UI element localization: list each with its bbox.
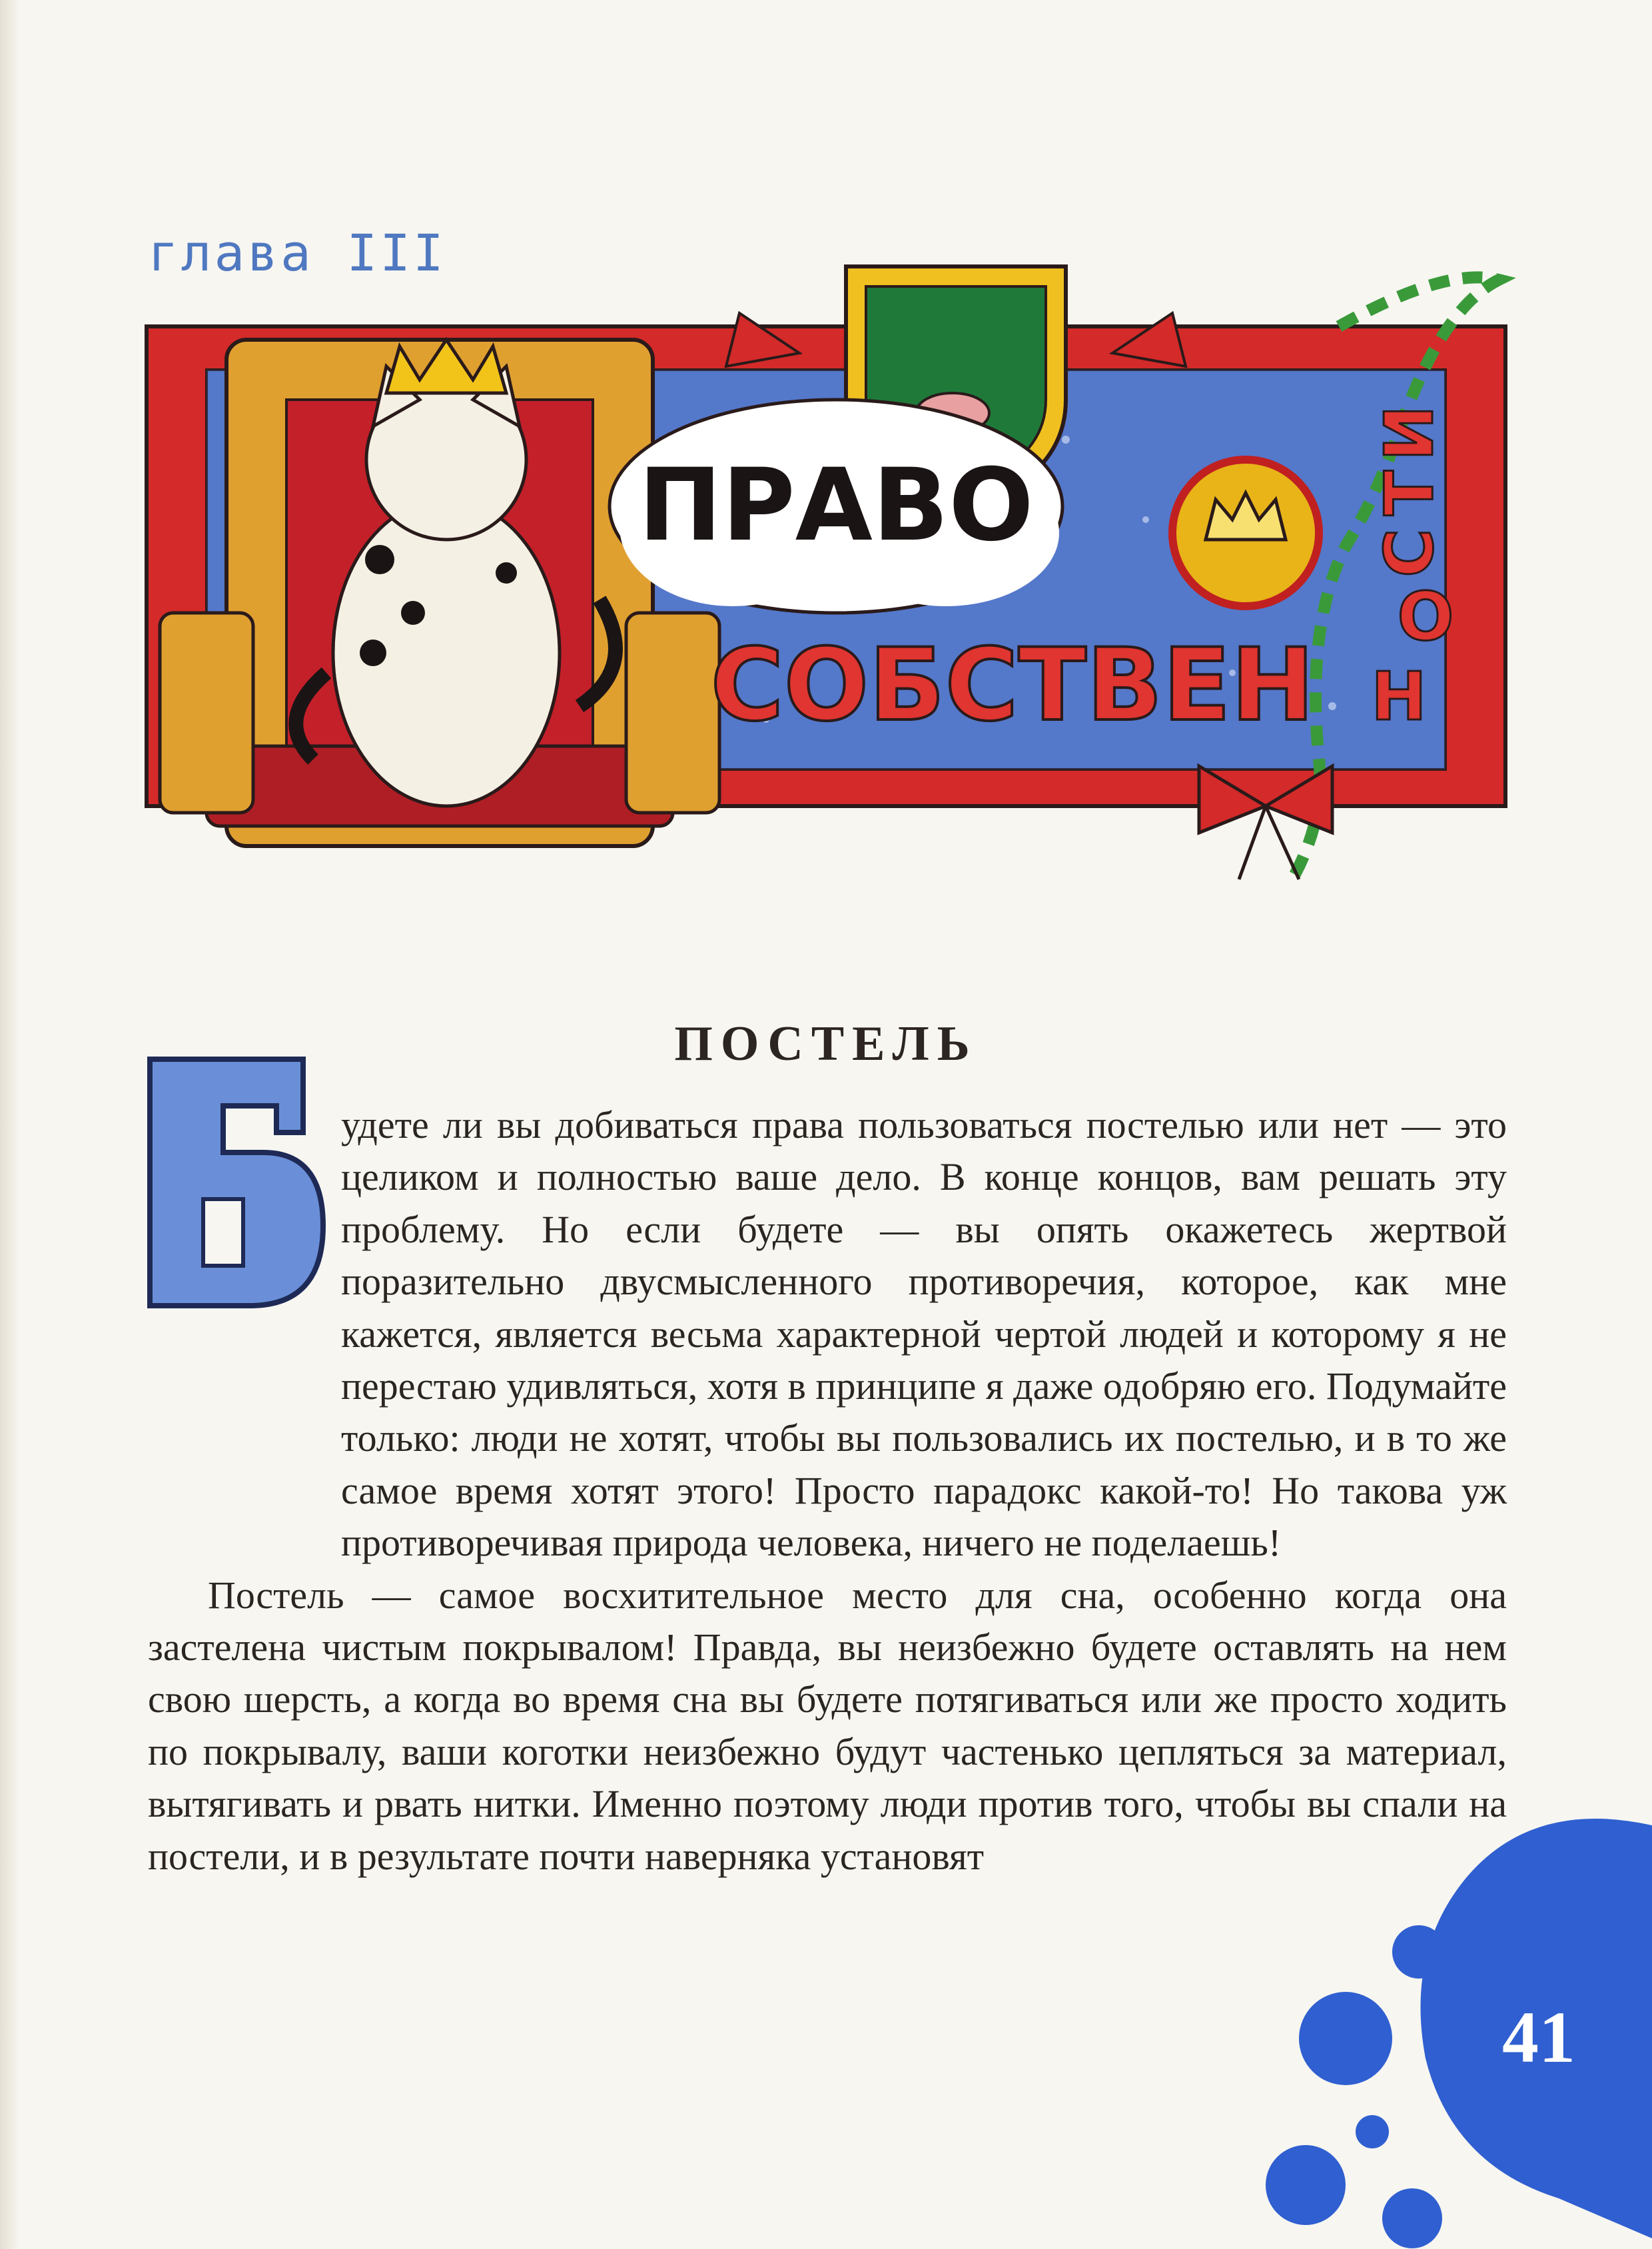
blue-blob-decoration bbox=[1266, 1785, 1652, 2249]
drop-cap-letter: Б bbox=[228, 1207, 232, 1214]
paragraph-text: удете ли вы добиваться права пользоваться постелью или нет — это целиком и полностью ваше дело. В конце концов, вам решать эту проблему. Но если будете — вы опять окажетесь жертвой поразительно двусмысленного противоречия, которое, как мне кажется, является весьма характерной чертой людей и которому я не перестаю удивляться, хотя в принципе я даже одобряю его. Подумайте только: люди не хотят, чтобы вы пользовались их постелью, и в то же самое время хотят этого! Просто парадокс какой-то! Но такова уж противоречивая природа человека, ничего не поделаешь! bbox=[341, 1103, 1507, 1565]
banner-letter: О bbox=[1397, 578, 1454, 656]
medal-illustration bbox=[1172, 460, 1319, 606]
body-text bbox=[148, 1099, 1507, 1883]
chapter-banner-illustration bbox=[133, 240, 1519, 886]
banner-letter: Н bbox=[1371, 658, 1427, 735]
crown-icon bbox=[1206, 493, 1286, 540]
section-title: ПОСТЕЛЬ bbox=[674, 1017, 978, 1071]
paragraph: Постель — самое восхитительное место для сна, особенно когда она застелена чистым покрывалом! Правда, вы неизбежно будете оставлять на нем свою шерсть, а когда во время сна вы будете потягиваться или же просто ходить по покрывалу, ваши коготки неизбежно будут частенько цепляться за материал, вытягивать и рвать нитки. Именно поэтому люди против того, чтобы вы спали на постели, и в результате почти наверняка установят bbox=[148, 1573, 1507, 1878]
chapter-label: глава III bbox=[148, 223, 446, 282]
book-gutter bbox=[0, 0, 20, 2249]
banner-letter: И bbox=[1370, 405, 1448, 461]
banner-word-2: СОБСТВЕН bbox=[710, 628, 1315, 743]
banner-letter: Т bbox=[1370, 470, 1448, 516]
page-number: 41 bbox=[1502, 1997, 1575, 2078]
banner-letter: С bbox=[1370, 528, 1448, 578]
banner-word-1: ПРАВО bbox=[638, 448, 1034, 564]
paragraph bbox=[148, 1099, 1507, 1570]
